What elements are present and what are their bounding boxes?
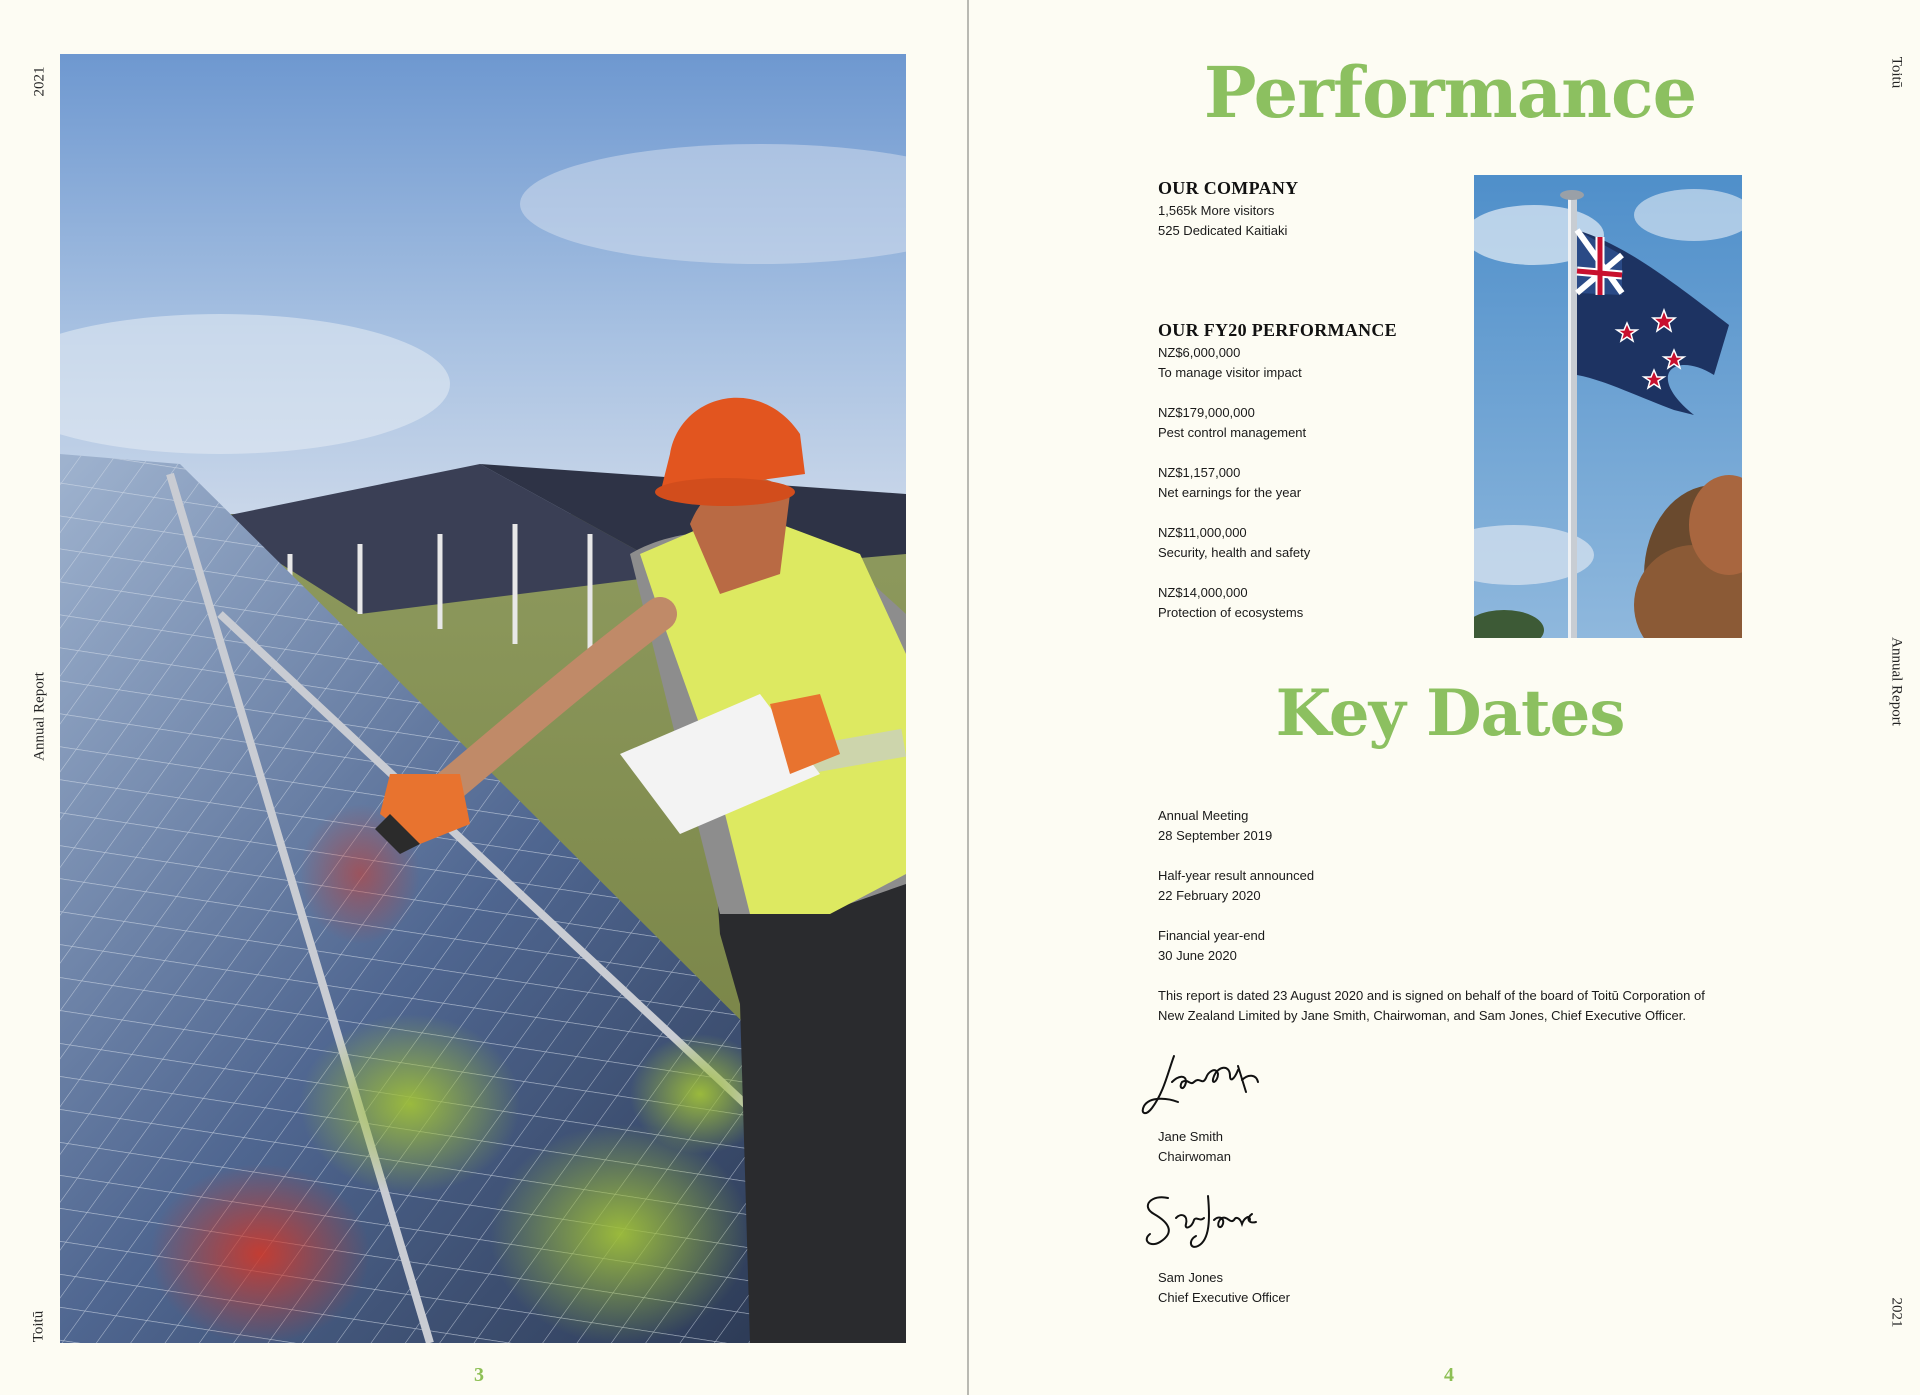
key-date-item [1158,926,1265,966]
statement-line: New Zealand Limited by Jane Smith, Chairwoman, and Sam Jones, Chief Executive Officer. [1158,1008,1686,1023]
left-margin-brand: Toitū [30,1310,47,1343]
sam-jones-signature-icon [1138,1188,1268,1263]
signatory-role: Chief Executive Officer [1158,1290,1290,1305]
key-date-event: Financial year-end [1158,928,1265,943]
fy20-amount: NZ$6,000,000 [1158,345,1241,360]
fy20-label: Security, health and safety [1158,545,1311,560]
page-spine-divider [967,0,969,1395]
key-date-value: 22 February 2020 [1158,888,1261,903]
fy20-label: Pest control management [1158,425,1307,440]
right-margin-brand: Toitū [1888,56,1905,89]
signatory-name: Sam Jones [1158,1270,1224,1285]
fy20-item [1158,403,1306,443]
performance-title: Performance [1203,51,1697,134]
fy20-item [1158,463,1301,503]
fy20-amount: NZ$14,000,000 [1158,585,1248,600]
report-statement [1158,986,1705,1026]
jane-smith-signature-icon [1138,1052,1268,1127]
fy20-amount: NZ$1,157,000 [1158,465,1241,480]
key-date-event: Half-year result announced [1158,868,1315,883]
our-company-kaitiaki: 525 Dedicated Kaitiaki [1158,223,1288,238]
fy20-label: To manage visitor impact [1158,365,1302,380]
key-date-value: 28 September 2019 [1158,828,1273,843]
key-date-item [1158,806,1272,846]
key-date-value: 30 June 2020 [1158,948,1237,963]
fy20-item [1158,583,1303,623]
right-margin-year: 2021 [1888,1297,1905,1328]
key-date-item [1158,866,1314,906]
signatory-sam-jones [1158,1268,1290,1308]
statement-line: This report is dated 23 August 2020 and is signed on behalf of the board of Toitū Corporation of [1158,988,1705,1003]
signatory-jane-smith [1158,1127,1231,1167]
signatory-name: Jane Smith [1158,1129,1224,1144]
right-page-number: 4 [1444,1364,1454,1386]
key-date-event: Annual Meeting [1158,808,1249,823]
fy20-item [1158,343,1302,383]
left-page-number: 3 [474,1364,484,1386]
our-company-title: OUR COMPANY [1158,178,1299,198]
signatory-role: Chairwoman [1158,1149,1231,1164]
fy20-label: Protection of ecosystems [1158,605,1304,620]
left-margin-annual-report: Annual Report [31,672,48,761]
our-company-visitors: 1,565k More visitors [1158,203,1275,218]
right-margin-annual-report: Annual Report [1888,637,1905,726]
solar-worker-photo [60,54,906,1343]
new-zealand-flag-photo [1474,175,1742,638]
fy20-label: Net earnings for the year [1158,485,1302,500]
fy20-item [1158,523,1310,563]
key-dates-title: Key Dates [1275,676,1625,751]
our-company-lines [1158,201,1287,241]
left-margin-year: 2021 [31,66,48,97]
fy20-amount: NZ$179,000,000 [1158,405,1255,420]
fy20-performance-title: OUR FY20 PERFORMANCE [1158,320,1397,340]
fy20-amount: NZ$11,000,000 [1158,525,1247,540]
